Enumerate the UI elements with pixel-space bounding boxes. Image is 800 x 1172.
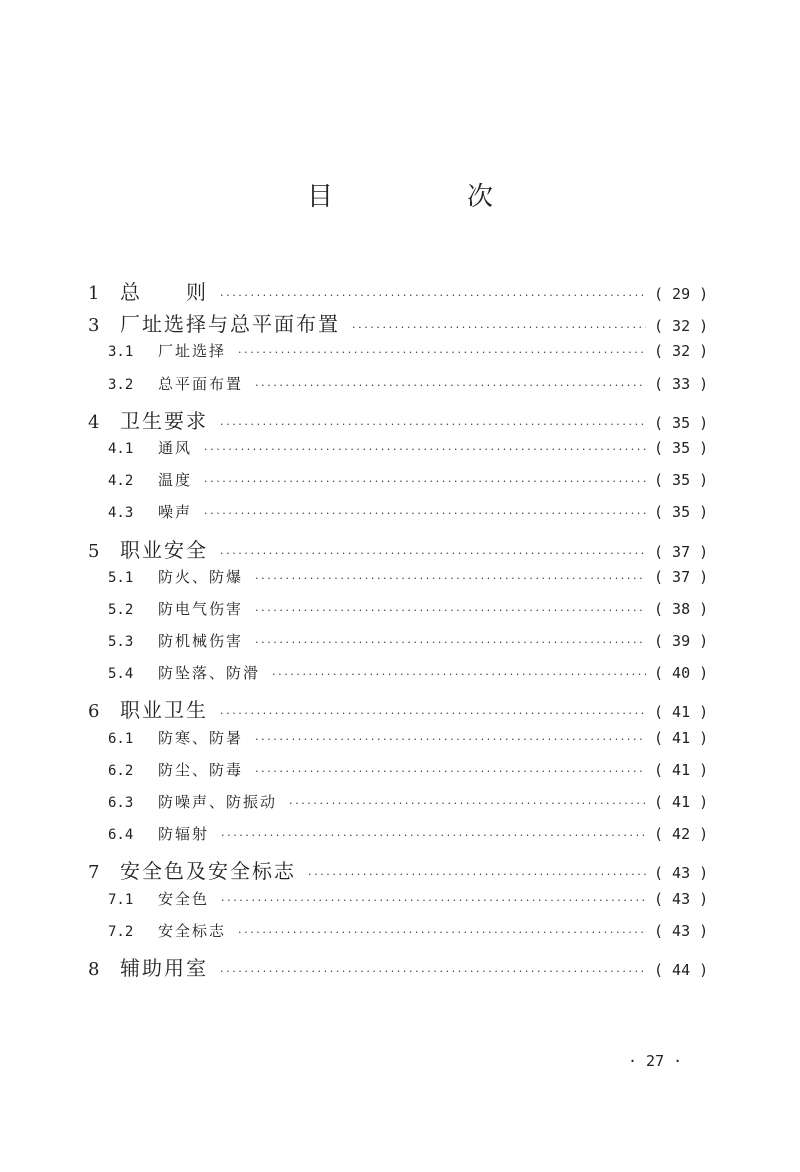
toc-entry-title: 通风 [158, 438, 193, 457]
toc-entry-number: 3.2 [108, 376, 134, 393]
toc-entry-page: ( 42 ) [654, 825, 709, 844]
toc-entry-page: ( 44 ) [654, 960, 709, 979]
toc-entry[interactable] [88, 340, 709, 372]
toc-entry-title: 职业安全 [120, 537, 208, 562]
toc-entry-page: ( 32 ) [654, 317, 709, 336]
dot-leader [238, 346, 646, 359]
toc-entry-number: 8 [88, 958, 100, 980]
toc-entry-number: 4.2 [108, 473, 134, 490]
dot-leader [221, 894, 646, 907]
toc-entry-title: 职业卫生 [120, 698, 208, 723]
toc-entry-number: 6 [88, 701, 100, 723]
dot-leader [220, 547, 646, 560]
page-number: · 27 · [628, 1052, 683, 1070]
toc-entry-number: 7.2 [108, 923, 134, 940]
toc-entry-page: ( 43 ) [654, 864, 709, 883]
toc-entry-number: 4 [88, 411, 100, 433]
toc-entry-number: 6.1 [108, 730, 134, 747]
toc-entry-page: ( 41 ) [654, 728, 709, 747]
toc-entry[interactable] [88, 920, 709, 952]
toc-entry-page: ( 29 ) [654, 285, 709, 303]
toc-entry-page: ( 35 ) [654, 471, 709, 490]
toc-entry-number: 5.1 [108, 569, 134, 586]
toc-entry[interactable] [88, 952, 709, 984]
toc-entry[interactable] [88, 276, 709, 308]
toc-entry-page: ( 43 ) [654, 921, 709, 940]
dot-leader [308, 868, 646, 881]
toc-entry[interactable] [88, 630, 709, 662]
dot-leader [255, 733, 646, 746]
page-title: 目 次 [306, 182, 547, 212]
toc-entry-number: 5.2 [108, 601, 134, 618]
toc-entry-page: ( 41 ) [654, 760, 709, 779]
toc-entry-title: 厂址选择与总平面布置 [120, 312, 340, 337]
dot-leader [204, 507, 646, 520]
dot-leader [255, 636, 646, 649]
toc-entry-title: 防机械伤害 [158, 632, 244, 651]
toc-entry-number: 3 [88, 315, 100, 337]
dot-leader [272, 668, 646, 681]
toc-entry[interactable] [88, 469, 709, 501]
toc-entry[interactable] [88, 373, 709, 405]
toc-entry[interactable] [88, 501, 709, 533]
toc-entry-title: 卫生要求 [120, 408, 208, 433]
toc-entry-page: ( 32 ) [654, 342, 709, 361]
dot-leader [255, 604, 646, 617]
toc-entry-title: 总 则 [120, 280, 208, 304]
dot-leader [220, 418, 646, 431]
toc-entry-title: 安全标志 [158, 921, 227, 940]
toc-entry-title: 安全色 [158, 889, 210, 908]
toc-entry-number: 6.3 [108, 795, 134, 811]
toc-entry-title: 安全色及安全标志 [120, 859, 296, 884]
toc-entry-title: 厂址选择 [158, 342, 227, 361]
toc-entry-title: 总平面布置 [158, 374, 244, 393]
toc-entry-page: ( 38 ) [654, 599, 709, 618]
toc-entry-title: 防辐射 [158, 825, 210, 844]
toc-entry-number: 4.3 [108, 505, 134, 522]
toc-entry-title: 防寒、防暑 [158, 728, 244, 747]
dot-leader [220, 965, 646, 978]
toc-entry[interactable] [88, 855, 709, 887]
toc-entry-page: ( 35 ) [654, 438, 709, 457]
toc-entry-page: ( 43 ) [654, 889, 709, 908]
toc-entry-number: 5 [88, 540, 100, 562]
toc-entry[interactable] [88, 727, 709, 759]
toc-entry-number: 7 [88, 862, 100, 884]
toc-entry-title: 防尘、防毒 [158, 760, 244, 779]
dot-leader [204, 443, 646, 456]
toc-entry[interactable] [88, 823, 709, 855]
toc-entry-number: 1 [88, 283, 100, 304]
toc-entry-title: 辅助用室 [120, 955, 208, 980]
toc-entry[interactable] [88, 759, 709, 791]
dot-leader [220, 289, 646, 302]
toc-entry[interactable] [88, 791, 709, 823]
dot-leader [255, 765, 646, 778]
toc-entry-page: ( 35 ) [654, 503, 709, 522]
toc-entry[interactable] [88, 405, 709, 437]
toc-entry-number: 4.1 [108, 440, 134, 457]
toc-entry[interactable] [88, 534, 709, 566]
toc-entry-page: ( 41 ) [654, 703, 709, 722]
toc-entry-page: ( 40 ) [654, 664, 709, 683]
toc-entry[interactable] [88, 566, 709, 598]
toc-entry[interactable] [88, 598, 709, 630]
toc-entry-title: 防电气伤害 [158, 599, 244, 618]
toc-entry-number: 6.2 [108, 762, 134, 779]
dot-leader [238, 926, 646, 939]
toc-entry-number: 6.4 [108, 827, 134, 844]
toc-entry-title: 防噪声、防振动 [158, 793, 278, 811]
toc-entry-title: 温度 [158, 471, 193, 490]
toc-entry[interactable] [88, 308, 709, 340]
toc-entry-page: ( 33 ) [654, 374, 709, 393]
toc-entry-number: 7.1 [108, 891, 134, 908]
dot-leader [255, 572, 646, 585]
dot-leader [220, 707, 646, 720]
toc-entry-number: 5.4 [108, 666, 134, 683]
toc-entry[interactable] [88, 662, 709, 694]
toc-entry-number: 3.1 [108, 344, 134, 361]
toc-entry-number: 5.3 [108, 634, 134, 651]
dot-leader [352, 321, 646, 334]
dot-leader [289, 797, 646, 810]
toc-entry[interactable] [88, 437, 709, 469]
toc-entry[interactable] [88, 888, 709, 920]
toc-entry-page: ( 35 ) [654, 413, 709, 432]
toc-entry[interactable] [88, 694, 709, 726]
dot-leader [255, 379, 646, 392]
dot-leader [204, 475, 646, 488]
toc-entry-title: 噪声 [158, 503, 193, 522]
toc-entry-page: ( 39 ) [654, 632, 709, 651]
table-of-contents [88, 276, 709, 984]
toc-entry-page: ( 37 ) [654, 567, 709, 586]
dot-leader [221, 829, 646, 842]
toc-entry-title: 防坠落、防滑 [158, 664, 261, 683]
toc-entry-title: 防火、防爆 [158, 567, 244, 586]
toc-entry-page: ( 37 ) [654, 542, 709, 561]
toc-entry-page: ( 41 ) [654, 793, 709, 811]
